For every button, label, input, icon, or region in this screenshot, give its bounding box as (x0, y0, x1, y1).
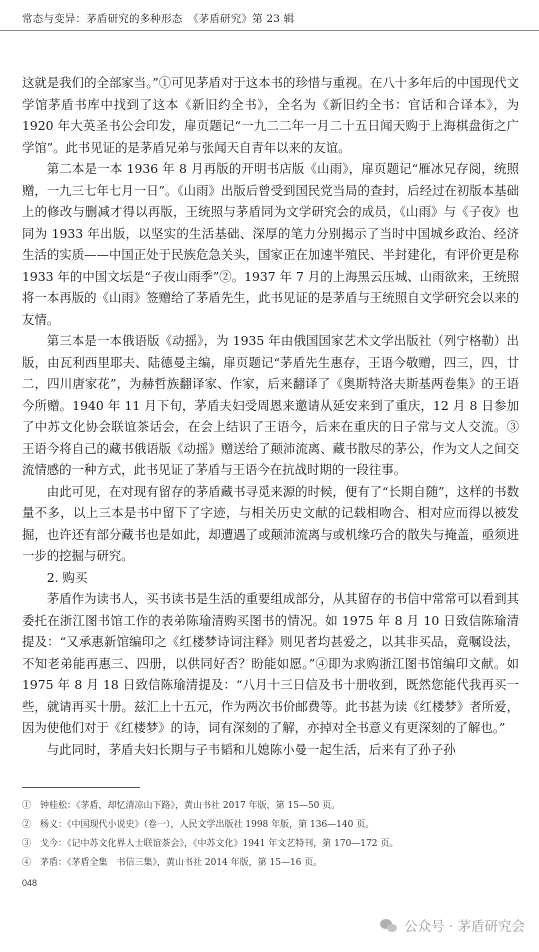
paragraph: 第三本是一本俄语版《动摇》，为 1935 年由俄国国家艺术文学出版社（列宁格勒）出版，由瓦利西里耶夫、陆德曼主编，扉页题记“茅盾先生惠存，王语今敬赠，四三，四，廿二，四川唐家花”，为赫哲族翻译家、作家，后来翻译了《奥斯特洛夫斯基两卷集》的王语今所赠。1940 年 11 月下旬，茅盾夫妇受周恩来邀请从延安来到了重庆，12 月 8 日参加了中苏文化协会联谊茶话会，在会上结识了王语今，后来在重庆的日子常与文人交流。③ 王语今将自己的藏书俄语版《动摇》赠送给了颠沛流离、藏书散尽的茅公，作为文人之间交流情感的一种方式，此书见证了茅盾与王语今在抗战时期的一段往事。 (22, 333, 519, 477)
page-number: 048 (22, 878, 38, 888)
footnote: ④ 茅盾：《茅盾全集 书信三集》，黄山书社 2014 年版，第 15—16 页。 (22, 858, 323, 868)
footnote-divider (22, 787, 140, 788)
paragraph: 由此可见，在对现有留存的茅盾藏书寻觅来源的时候，便有了“长期自随”，这样的书数量不多，以上三本是书中留下了字迹，与相关历史文献的记载相吻合、相对应而得以被发掘，也许还有部分藏书也是如此，却遭遇了或颠沛流离与或机缘巧合的散失与掩盖，亟须进一步的挖掘与研究。 (22, 483, 519, 563)
section-heading: 2. 购买 (46, 569, 88, 585)
wechat-icon (380, 918, 398, 933)
main-text (22, 72, 519, 760)
running-header: 常态与变异：茅盾研究的多种形态 《茅盾研究》第 23 辑 (22, 13, 295, 25)
footnotes (22, 797, 519, 873)
watermark-text: 公众号 · 茅盾研究会 (404, 919, 525, 935)
watermark (380, 915, 525, 935)
paragraph: 第二本是一本 1936 年 8 月再版的开明书店版《山雨》，扉页题记“雁冰兄存阅，统照赠，一九三七年七月一日”。《山雨》出版后曾受到国民党当局的查封，后经过在初版本基础上的修改与删减才得以再版，王统照与茅盾同为文学研究会的成员，《山雨》与《子夜》也同为 1933 年出版，以坚实的生活基础、深厚的笔力分别揭示了当时中国城乡政治、经济生活的实质——中国正处于民族危急关头，国家正在加速半殖民、半封建化，有评价更是称 1933 年的中国文坛是“子夜山雨季”②。1937 年 7 月的上海黑云压城、山雨欲来，王统照将一本再版的《山雨》签赠给了茅盾先生，此书见证的是茅盾与王统照自文学研究会以来的友情。 (22, 161, 519, 327)
paragraph: 与此同时，茅盾夫妇长期与子韦韬和儿媳陈小曼一起生活，后来有了孙子孙 (46, 741, 456, 757)
paragraph: 这就是我们的全部家当。”①可见茅盾对于这本书的珍惜与重视。在八十多年后的中国现代文学馆茅盾书库中找到了这本《新旧约全书》，全名为《新旧约全书：官话和合译本》，为 1920 年大英圣书公会印发，扉页题记“一九二二年一月二十五日闻天购于上海棋盘街之广学馆”。此书见证的是茅盾兄弟与张闻天自青年以来的友谊。 (22, 75, 519, 155)
header-divider (0, 30, 539, 31)
footnote: ② 杨义：《中国现代小说史》（卷一），人民文学出版社 1998 年版，第 136—140 页。 (22, 820, 375, 830)
footnote: ③ 戈今：《记中苏文化界人士联谊茶会》，《中苏文化》1941 年文艺特刊，第 170—172 页。 (22, 839, 399, 849)
footnote: ① 钟桂松：《茅盾，却忆清凉山下路》，黄山书社 2017 年版，第 15—50 页。 (22, 801, 341, 811)
paragraph: 茅盾作为读书人，买书读书是生活的重要组成部分，从其留存的书信中常常可以看到其委托在浙江图书馆工作的表弟陈瑜清购买图书的情况。如 1975 年 8 月 10 日致信陈瑜清提及：“又承惠新馆编印之《红楼梦诗词注释》则见者均甚爱之，以其非买品，竟嘱设法，不知老弟能再惠三、四册，以供同好否？盼能如愿。”④即为求购浙江图书馆编印文献。如 1975 年 8 月 18 日致信陈瑜清提及：“八月十三日信及书十册收到，既然您能代我再买一些，就请再买十册。兹汇上十五元，作为两次书价邮费等。此书甚为读《红楼梦》者所爱，因为使他们对于《红楼梦》的诗，词有深刻的了解，亦掉对全书意义有更深刻的了解也。” (22, 591, 519, 735)
